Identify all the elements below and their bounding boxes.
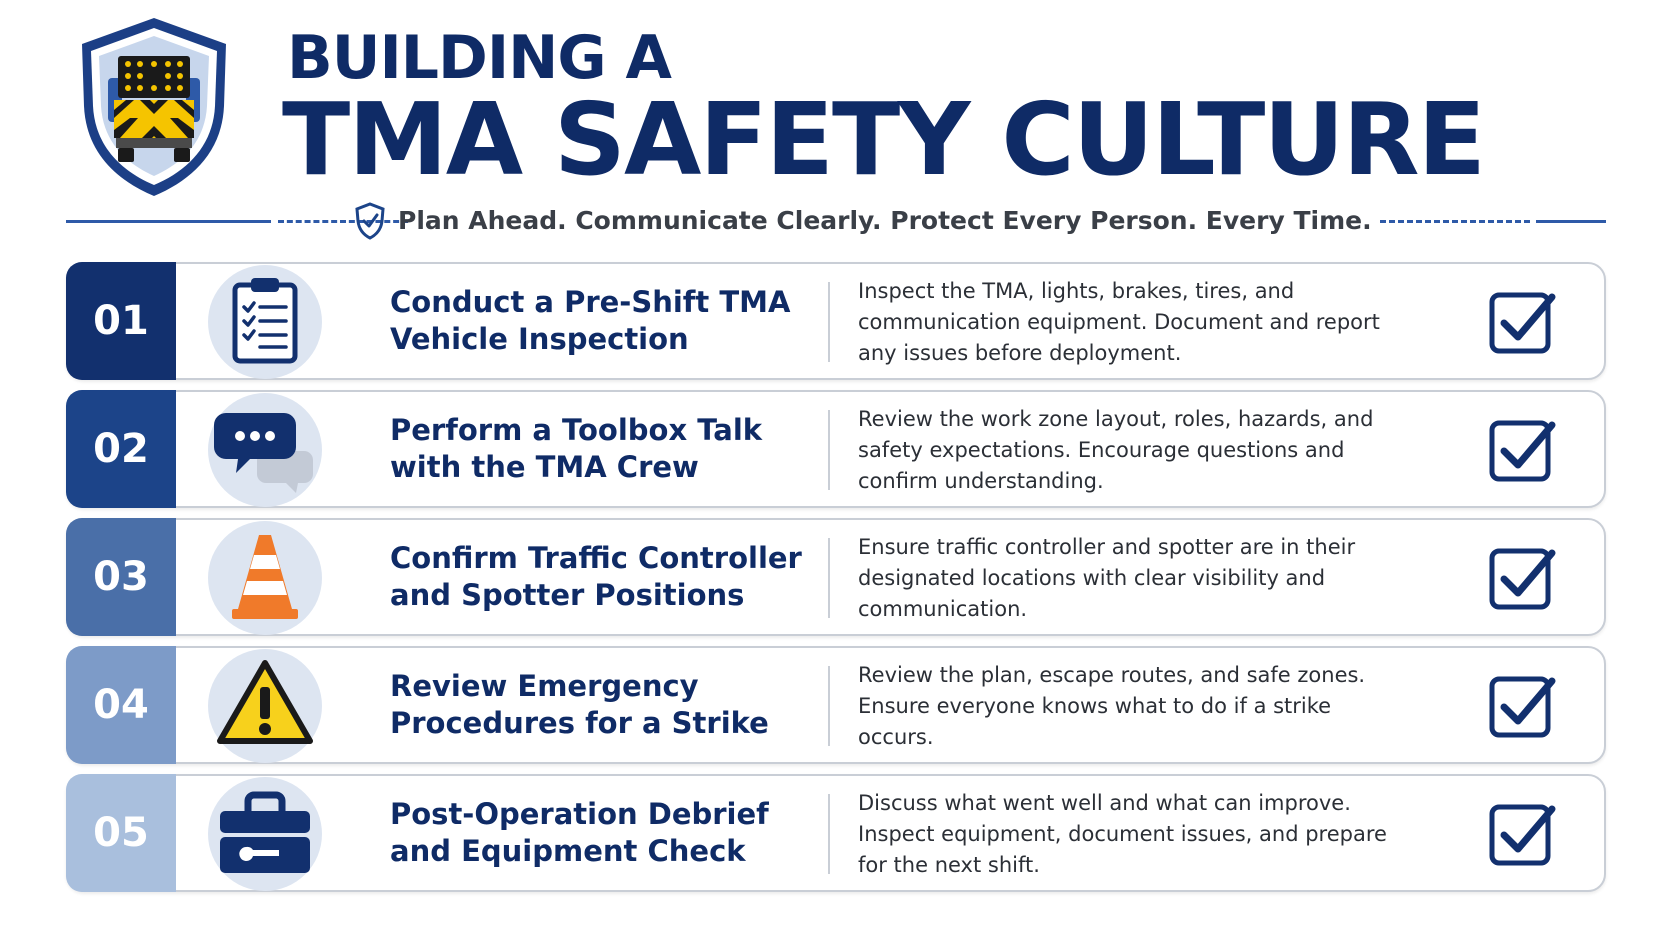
tagline-dash-left [278,220,408,223]
tagline-rule-left [66,220,271,223]
checkbox-checked-02[interactable] [1488,415,1558,485]
toolbox-icon [208,777,322,891]
step-card-05 [66,774,1606,892]
shield-check-icon [354,202,386,240]
step-title: Perform a Toolbox Talk with the TMA Crew [390,413,763,484]
step-icon-circle [208,777,322,891]
step-description: Review the work zone layout, roles, hazards, and safety expectations. Encourage questions and confirm understanding. [858,407,1374,493]
checkmark-icon [1488,671,1558,741]
chat-bubbles-icon [208,393,322,507]
step-icon-circle [208,393,322,507]
step-icon-circle [208,521,322,635]
step-number: 01 [66,262,176,380]
step-divider [828,666,830,746]
checkbox-checked-04[interactable] [1488,671,1558,741]
step-icon-circle [208,649,322,763]
traffic-cone-icon [208,521,322,635]
checkmark-icon [1488,415,1558,485]
step-card-01 [66,262,1606,380]
step-card-04 [66,646,1606,764]
tagline-dash-right [1380,220,1530,223]
tagline-row [66,200,1606,244]
step-title: Review Emergency Procedures for a Strike [390,669,769,740]
tagline: Plan Ahead. Communicate Clearly. Protect Every Person. Every Time. [398,206,1372,235]
step-divider [828,794,830,874]
step-icon-circle [208,265,322,379]
step-number: 03 [66,518,176,636]
tma-truck-shield-logo [74,14,234,200]
tagline-rule-right [1536,220,1606,223]
step-title: Confirm Traffic Controller and Spotter Positions [390,541,802,612]
step-number: 02 [66,390,176,508]
step-divider [828,538,830,618]
step-description: Ensure traffic controller and spotter are in their designated locations with clear visibility and communication. [858,535,1356,621]
step-card-03 [66,518,1606,636]
checkmark-icon [1488,799,1558,869]
step-title: Conduct a Pre-Shift TMA Vehicle Inspection [390,285,791,356]
step-card-02 [66,390,1606,508]
step-number: 04 [66,646,176,764]
title-line-2: TMA SAFETY CULTURE [282,81,1484,198]
checkbox-checked-01[interactable] [1488,287,1558,357]
checkbox-checked-05[interactable] [1488,799,1558,869]
step-title: Post-Operation Debrief and Equipment Check [390,797,769,868]
step-description: Inspect the TMA, lights, brakes, tires, and communication equipment. Document and report any issues before deployment. [858,279,1380,365]
title-line-1: BUILDING A [287,23,671,93]
checkbox-checked-03[interactable] [1488,543,1558,613]
step-number: 05 [66,774,176,892]
step-description: Review the plan, escape routes, and safe zones. Ensure everyone knows what to do if a strike occurs. [858,663,1366,749]
checkmark-icon [1488,287,1558,357]
step-divider [828,410,830,490]
step-description: Discuss what went well and what can improve. Inspect equipment, document issues, and prepare for the next shift. [858,791,1387,877]
clipboard-checklist-icon [208,265,322,379]
checkmark-icon [1488,543,1558,613]
step-divider [828,282,830,362]
warning-triangle-icon [208,649,322,763]
